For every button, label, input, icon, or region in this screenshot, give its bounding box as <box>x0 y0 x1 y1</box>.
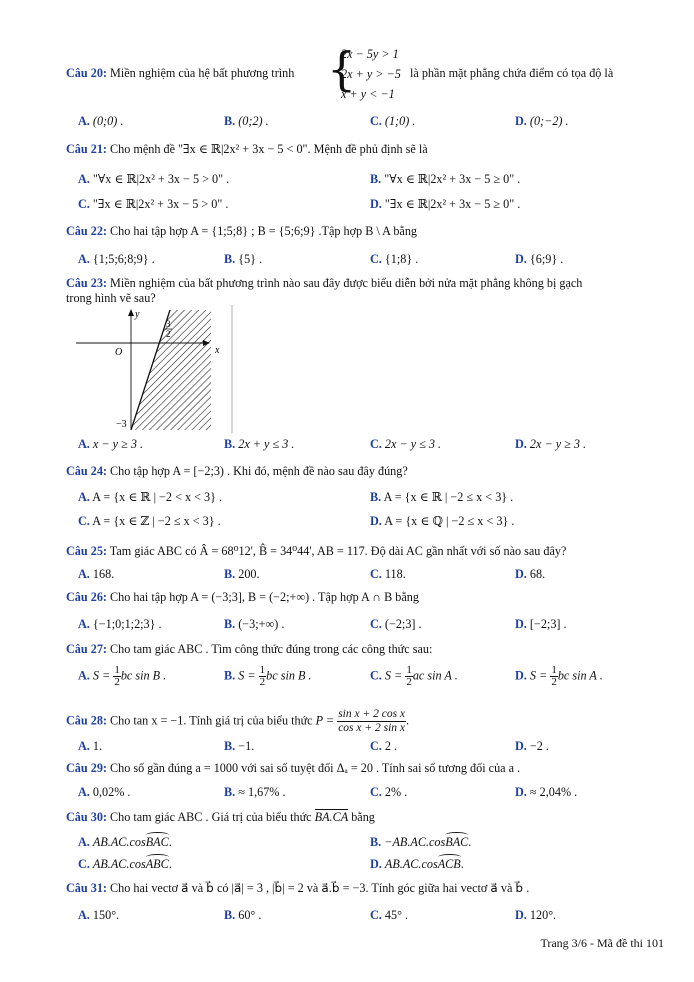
q24-option-b[interactable] <box>370 490 513 505</box>
q27-option-d-label: D. <box>515 668 527 683</box>
q30-vector-expression: BA.CA <box>314 810 349 824</box>
q26-stem <box>66 590 419 605</box>
q27-option-c-half-num: 1 <box>406 664 412 676</box>
q20-option-b[interactable] <box>224 114 269 129</box>
q21-option-b-label: B. <box>370 172 382 186</box>
q25-option-c-label: C. <box>370 567 382 581</box>
q28-end: . <box>406 713 410 728</box>
page-footer: Trang 3/6 - Mã đề thi 101 <box>540 936 664 950</box>
q20-option-d[interactable] <box>515 114 569 129</box>
q22-option-d-text: {6;9} . <box>529 252 564 266</box>
q28-option-a[interactable] <box>78 739 102 754</box>
q26-option-d-label: D. <box>515 617 527 631</box>
q25-option-a-text: 168. <box>92 567 115 581</box>
q23-frac-numerator: 3 <box>166 319 171 329</box>
q28-option-c-text: 2 . <box>384 739 398 753</box>
q20-option-b-label: B. <box>224 114 236 128</box>
q27-option-d-half <box>550 665 558 688</box>
q26-option-c-label: C. <box>370 617 382 631</box>
q23-y-intercept-label: −3 <box>116 419 127 430</box>
q24-option-d-label: D. <box>370 514 382 528</box>
q20-option-b-text: (0;2) . <box>238 114 269 128</box>
q28-option-d-text: −2 . <box>529 739 549 753</box>
q24-stem <box>66 464 408 479</box>
q22-option-c[interactable] <box>370 252 418 267</box>
q30-text-pre: Cho tam giác ABC . Giá trị của biểu thức <box>110 810 312 824</box>
q23-number: Câu 23: <box>66 276 107 290</box>
q30-option-d-post: . <box>460 857 464 871</box>
q25-option-d-text: 68. <box>529 567 546 581</box>
q27-option-d[interactable] <box>515 665 603 688</box>
q31-option-a-text: 150°. <box>92 908 120 922</box>
q25-option-c-text: 118. <box>384 567 406 581</box>
q26-option-b-label: B. <box>224 617 236 631</box>
q26-option-c-text: (−2;3] . <box>384 617 422 631</box>
q28-option-b-text: −1. <box>238 739 255 753</box>
q30-option-c-label: C. <box>78 857 90 871</box>
q28-number: Câu 28: <box>66 713 107 728</box>
q29-option-b-label: B. <box>224 785 236 799</box>
q28-text: Cho tan x = −1. Tính giá trị của biểu thức <box>110 713 313 728</box>
q22-option-a-label: A. <box>78 252 90 266</box>
q27-option-a-half-num: 1 <box>114 664 120 676</box>
q21-option-a-text: "∀x ∈ ℝ|2x² + 3x − 5 > 0" . <box>92 172 230 186</box>
q28-p-label: P = <box>315 713 335 728</box>
q29-number: Câu 29: <box>66 761 107 775</box>
q21-text: Cho mệnh đề "∃x ∈ ℝ|2x² + 3x − 5 < 0". Mệnh đề phủ định sẽ là <box>110 142 428 156</box>
q27-option-b[interactable] <box>224 665 312 688</box>
q29-option-c[interactable] <box>370 785 407 800</box>
q25-number: Câu 25: <box>66 544 107 558</box>
q30-option-c[interactable] <box>78 857 172 872</box>
q23-option-b-text: 2x + y ≤ 3 . <box>238 437 295 451</box>
q20-text-post: là phần mặt phẳng chứa điểm có tọa độ là <box>410 66 614 80</box>
q25-stem <box>66 544 566 559</box>
q20-option-a[interactable] <box>78 114 123 129</box>
q22-option-a[interactable] <box>78 252 155 267</box>
q20-number: Câu 20: <box>66 66 107 80</box>
q22-option-b-label: B. <box>224 252 236 266</box>
q23-text-2: trong hình vẽ sau? <box>66 291 156 305</box>
q24-option-d-text: A = {x ∈ ℚ | −2 ≤ x < 3} . <box>384 514 515 528</box>
q28-option-d-label: D. <box>515 739 527 753</box>
q28-stem <box>66 708 409 735</box>
q28-option-c[interactable] <box>370 739 397 754</box>
q31-option-c-text: 45° . <box>384 908 409 922</box>
q23-hatched-region <box>131 310 211 430</box>
q21-option-a[interactable] <box>78 172 229 187</box>
q30-option-c-angle: ABC <box>145 857 169 871</box>
q27-option-a-pre: S = <box>92 668 111 683</box>
q25-option-a-label: A. <box>78 567 90 581</box>
q22-text: Cho hai tập hợp A = {1;5;8} ; B = {5;6;9} .Tập hợp B \ A bằng <box>110 224 418 238</box>
q29-option-d-text: ≈ 2,04% . <box>529 785 578 799</box>
q20-text-pre: Miền nghiệm của hệ bất phương trình <box>110 66 295 80</box>
q27-option-a-post: bc sin B . <box>120 668 167 683</box>
q21-option-d-label: D. <box>370 197 382 211</box>
q27-number: Câu 27: <box>66 642 107 656</box>
q31-option-b-label: B. <box>224 908 236 922</box>
q30-option-c-pre: AB.AC.cos <box>92 857 146 871</box>
q30-option-c-post: . <box>168 857 172 871</box>
q31-option-d-label: D. <box>515 908 527 922</box>
q30-option-a-pre: AB.AC.cos <box>92 835 146 849</box>
q29-option-a-label: A. <box>78 785 90 799</box>
q30-number: Câu 30: <box>66 810 107 824</box>
q23-option-b[interactable] <box>224 437 294 452</box>
q25-option-c[interactable] <box>370 567 406 582</box>
q27-option-c-half <box>405 665 413 688</box>
q30-option-a[interactable] <box>78 835 172 850</box>
q28-option-b[interactable] <box>224 739 254 754</box>
q27-option-b-half-num: 1 <box>259 664 266 676</box>
q20-ineq-3: x + y < −1 <box>341 87 395 101</box>
q27-option-b-label: B. <box>224 668 236 683</box>
q23-option-a-text: x − y ≥ 3 . <box>92 437 144 451</box>
q24-option-d[interactable] <box>370 514 514 529</box>
q24-option-a[interactable] <box>78 490 222 505</box>
q24-option-c-label: C. <box>78 514 90 528</box>
q31-option-d-text: 120°. <box>529 908 557 922</box>
q22-option-b[interactable] <box>224 252 262 267</box>
q20-ineq-2: 2x + y > −5 <box>341 67 401 81</box>
q29-option-c-label: C. <box>370 785 382 799</box>
q22-option-c-text: {1;8} . <box>384 252 419 266</box>
q29-option-d-label: D. <box>515 785 527 799</box>
q30-option-b-pre: −AB.AC.cos <box>384 835 446 849</box>
q20-system <box>341 44 401 104</box>
q27-option-d-half-den: 2 <box>551 676 557 688</box>
q20-option-a-text: (0;0) . <box>92 114 124 128</box>
q24-option-c-text: A = {x ∈ ℤ | −2 ≤ x < 3} . <box>92 514 221 528</box>
q20-option-a-label: A. <box>78 114 90 128</box>
q27-option-b-post: bc sin B . <box>266 668 312 683</box>
q31-option-c[interactable] <box>370 908 408 923</box>
q30-option-d-label: D. <box>370 857 382 871</box>
q27-option-a-label: A. <box>78 668 90 683</box>
q24-option-a-text: A = {x ∈ ℝ | −2 < x < 3} . <box>92 490 223 504</box>
q20-ineq-1: 2x − 5y > 1 <box>341 47 399 61</box>
q28-option-b-label: B. <box>224 739 236 753</box>
q27-option-a[interactable] <box>78 665 166 688</box>
q21-option-c-text: "∃x ∈ ℝ|2x² + 3x − 5 > 0" . <box>92 197 229 211</box>
q20-option-d-label: D. <box>515 114 527 128</box>
q21-stem <box>66 142 428 157</box>
q26-option-c[interactable] <box>370 617 422 632</box>
q28-fraction <box>337 708 406 735</box>
q26-number: Câu 26: <box>66 590 107 604</box>
q27-option-c-pre: S = <box>384 668 403 683</box>
q20-option-c[interactable] <box>370 114 415 129</box>
q24-text: Cho tập hợp A = [−2;3) . Khi đó, mệnh đề nào sau đây đúng? <box>110 464 408 478</box>
q25-option-d-label: D. <box>515 567 527 581</box>
q21-option-c[interactable] <box>78 197 228 212</box>
q25-option-b[interactable] <box>224 567 260 582</box>
q30-option-d-pre: AB.AC.cos <box>384 857 438 871</box>
q27-option-a-half-den: 2 <box>114 676 120 688</box>
q31-number: Câu 31: <box>66 881 107 895</box>
q23-option-d-text: 2x − y ≥ 3 . <box>529 437 587 451</box>
q28-option-a-text: 1. <box>92 739 103 753</box>
q27-stem <box>66 642 432 657</box>
q21-option-b[interactable] <box>370 172 520 187</box>
q27-text: Cho tam giác ABC . Tìm công thức đúng trong các công thức sau: <box>110 642 433 656</box>
q22-option-a-text: {1;5;6;8;9} . <box>92 252 155 266</box>
q26-option-a[interactable] <box>78 617 162 632</box>
q30-option-d[interactable] <box>370 857 464 872</box>
q30-option-b-post: . <box>468 835 472 849</box>
q24-option-a-label: A. <box>78 490 90 504</box>
q29-stem <box>66 761 520 776</box>
q23-origin-label: O <box>115 347 123 358</box>
q24-option-b-label: B. <box>370 490 382 504</box>
q23-frac-denominator: 2 <box>166 329 171 339</box>
q23-y-arrow <box>128 309 134 316</box>
q27-option-c[interactable] <box>370 665 458 688</box>
q23-y-label: y <box>135 309 140 320</box>
q21-number: Câu 21: <box>66 142 107 156</box>
q23-graph <box>76 305 236 435</box>
q27-option-c-label: C. <box>370 668 382 683</box>
q29-option-a[interactable] <box>78 785 130 800</box>
q23-option-a-label: A. <box>78 437 90 451</box>
q22-option-b-text: {5} . <box>238 252 263 266</box>
q29-option-c-text: 2% . <box>384 785 408 799</box>
q30-text-post: bằng <box>351 810 375 824</box>
q20-option-c-label: C. <box>370 114 382 128</box>
q30-option-b-label: B. <box>370 835 382 849</box>
q23-x-label: x <box>215 345 220 356</box>
q31-option-c-label: C. <box>370 908 382 922</box>
q21-option-d[interactable] <box>370 197 520 212</box>
q26-option-d-text: [−2;3] . <box>529 617 567 631</box>
q26-option-a-text: {−1;0;1;2;3} . <box>92 617 162 631</box>
q28-denominator: cos x + 2 sin x <box>338 722 406 734</box>
q22-option-c-label: C. <box>370 252 382 266</box>
q28-numerator: sin x + 2 cos x <box>338 708 406 720</box>
q25-option-a[interactable] <box>78 567 114 582</box>
q28-option-c-label: C. <box>370 739 382 753</box>
q28-option-a-label: A. <box>78 739 90 753</box>
q31-text: Cho hai vectơ a⃗ và b⃗ có |a⃗| = 3 , |b⃗| = 2 và a⃗.b⃗ = −3. Tính góc giữa hai vectơ a⃗ và b⃗ . <box>110 881 530 895</box>
q23-stem-line1 <box>66 276 582 291</box>
q25-option-b-label: B. <box>224 567 236 581</box>
q22-option-d-label: D. <box>515 252 527 266</box>
q27-option-d-post: bc sin A . <box>557 668 603 683</box>
q30-option-b[interactable] <box>370 835 471 850</box>
q23-option-b-label: B. <box>224 437 236 451</box>
q23-option-d-label: D. <box>515 437 527 451</box>
q22-stem <box>66 224 417 239</box>
q20-option-c-text: (1;0) . <box>384 114 416 128</box>
q20-option-d-text: (0;−2) . <box>529 114 569 128</box>
q25-option-d[interactable] <box>515 567 545 582</box>
q25-text: Tam giác ABC có Â = 68⁰12', B̂ = 34⁰44', AB = 117. Độ dài AC gần nhất với số nào sau đây? <box>109 544 567 558</box>
q31-option-a[interactable] <box>78 908 119 923</box>
q27-option-d-half-num: 1 <box>551 664 557 676</box>
q29-option-d[interactable] <box>515 785 577 800</box>
q21-option-a-label: A. <box>78 172 90 186</box>
q26-option-b-text: (−3;+∞) . <box>238 617 285 631</box>
q27-option-b-half-den: 2 <box>259 676 266 688</box>
q23-option-c[interactable] <box>370 437 441 452</box>
q30-option-d-angle: ACB <box>437 857 461 871</box>
q30-option-b-angle: BAC <box>445 835 469 849</box>
q30-option-a-angle: BAC <box>145 835 169 849</box>
q27-option-d-pre: S = <box>529 668 548 683</box>
q23-option-c-label: C. <box>370 437 382 451</box>
q24-number: Câu 24: <box>66 464 107 478</box>
q31-option-d[interactable] <box>515 908 556 923</box>
q26-option-d[interactable] <box>515 617 567 632</box>
q21-option-d-text: "∃x ∈ ℝ|2x² + 3x − 5 ≥ 0" . <box>384 197 521 211</box>
q25-option-b-text: 200. <box>238 567 260 581</box>
q27-option-c-half-den: 2 <box>406 676 412 688</box>
q30-option-a-post: . <box>168 835 172 849</box>
q24-option-c[interactable] <box>78 514 221 529</box>
q22-number: Câu 22: <box>66 224 107 238</box>
q24-option-b-text: A = {x ∈ ℝ | −2 ≤ x < 3} . <box>383 490 514 504</box>
q30-stem <box>66 810 375 825</box>
q31-option-b[interactable] <box>224 908 261 923</box>
q23-option-d[interactable] <box>515 437 586 452</box>
q30-option-a-label: A. <box>78 835 90 849</box>
q28-option-d[interactable] <box>515 739 549 754</box>
q29-option-b-text: ≈ 1,67% . <box>238 785 286 799</box>
q20-brace: { <box>327 42 357 96</box>
q27-option-c-post: ac sin A . <box>412 668 458 683</box>
q26-option-a-label: A. <box>78 617 90 631</box>
q20-stem <box>66 66 294 81</box>
q27-option-a-half <box>113 665 121 688</box>
q23-option-a[interactable] <box>78 437 143 452</box>
q31-option-a-label: A. <box>78 908 90 922</box>
q29-text: Cho số gần đúng a = 1000 với sai số tuyệt đối Δₐ = 20 . Tính sai số tương đối của a . <box>110 761 521 775</box>
q27-option-b-pre: S = <box>238 668 256 683</box>
q29-option-a-text: 0,02% . <box>92 785 131 799</box>
q29-option-b[interactable] <box>224 785 286 800</box>
q23-text-1: Miền nghiệm của bất phương trình nào sau đây được biểu diễn bởi nửa mặt phẳng không bị gạch <box>110 276 583 290</box>
q21-option-c-label: C. <box>78 197 90 211</box>
q26-text: Cho hai tập hợp A = (−3;3], B = (−2;+∞) . Tập hợp A ∩ B bằng <box>110 590 419 604</box>
q22-option-d[interactable] <box>515 252 563 267</box>
q31-stem <box>66 881 529 896</box>
q21-option-b-text: "∀x ∈ ℝ|2x² + 3x − 5 ≥ 0" . <box>384 172 521 186</box>
q31-option-b-text: 60° . <box>238 908 262 922</box>
q26-option-b[interactable] <box>224 617 284 632</box>
q23-option-c-text: 2x − y ≤ 3 . <box>384 437 442 451</box>
